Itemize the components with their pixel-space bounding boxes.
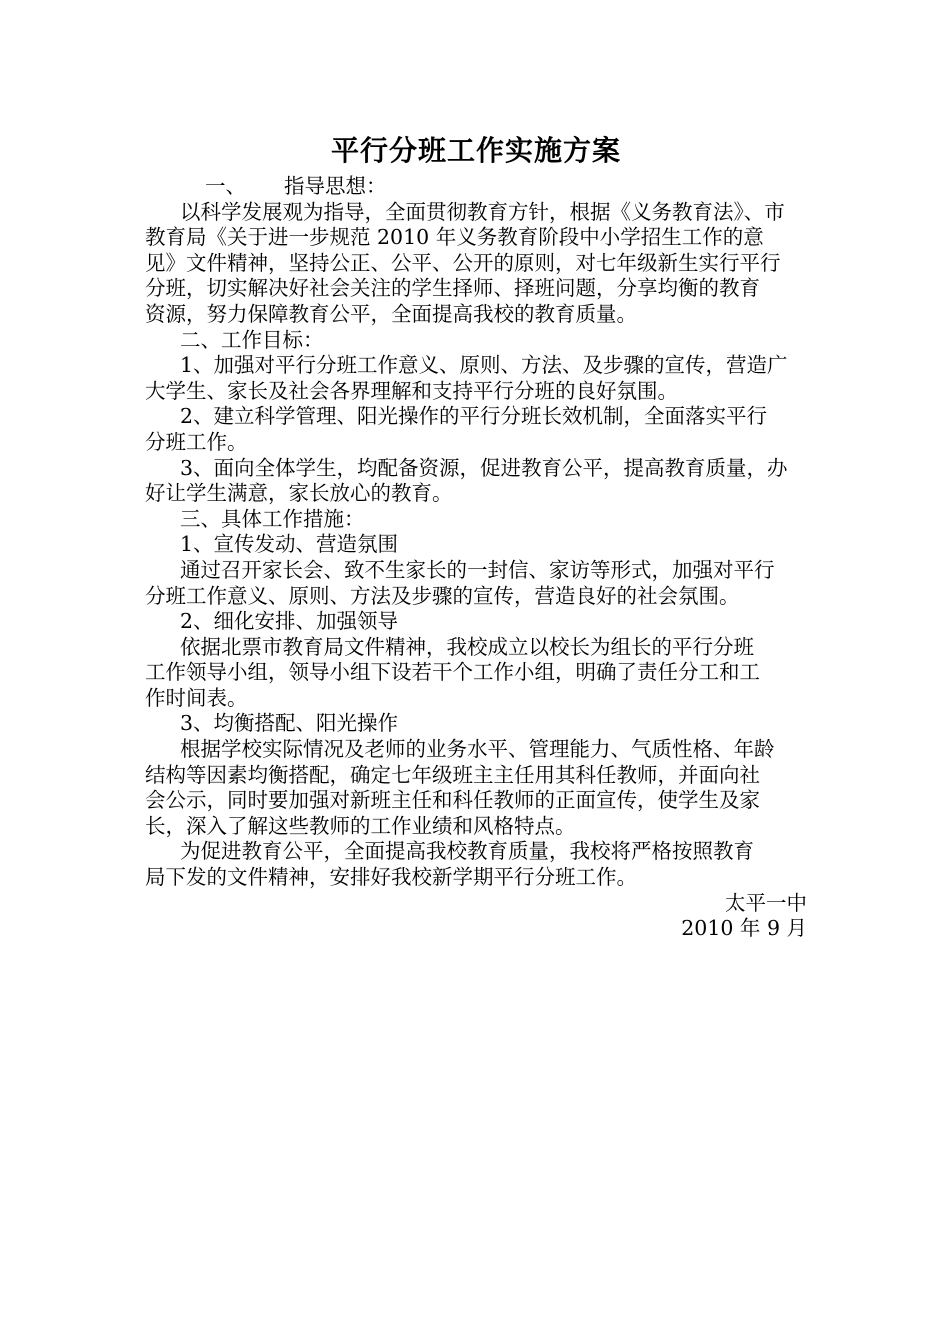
paragraph-line: 见》文件精神，坚持公正、公平、公开的原则，对七年级新生实行平行 bbox=[145, 250, 781, 275]
document-body bbox=[145, 128, 807, 942]
goal-item-1-cont: 大学生、家长及社会各界理解和支持平行分班的良好氛围。 bbox=[145, 378, 678, 403]
signature: 太平一中 bbox=[725, 890, 807, 915]
measure-title-2: 2、细化安排、加强领导 bbox=[180, 609, 399, 634]
paragraph-line: 长，深入了解这些教师的工作业绩和风格特点。 bbox=[145, 813, 576, 838]
measure-title-1: 1、宣传发动、营造氛围 bbox=[180, 532, 399, 557]
closing-line: 为促进教育公平，全面提高我校教育质量，我校将严格按照教育 bbox=[180, 839, 754, 864]
paragraph-line: 以科学发展观为指导，全面贯彻教育方针，根据《义务教育法》、市 bbox=[180, 199, 785, 224]
paragraph-line: 根据学校实际情况及老师的业务水平、管理能力、气质性格、年龄 bbox=[180, 737, 775, 762]
measure-title-3: 3、均衡搭配、阳光操作 bbox=[180, 711, 399, 736]
paragraph-line: 工作领导小组，领导小组下设若干个工作小组，明确了责任分工和工 bbox=[145, 660, 760, 685]
section-heading-2: 二、工作目标： bbox=[180, 327, 324, 352]
section-heading-1 bbox=[145, 174, 807, 200]
paragraph-line: 通过召开家长会、致不生家长的一封信、家访等形式，加强对平行 bbox=[180, 557, 775, 582]
paragraph-line: 依据北票市教育局文件精神，我校成立以校长为组长的平行分班 bbox=[180, 634, 754, 659]
paragraph-line: 教育局《关于进一步规范 2010 年义务教育阶段中小学招生工作的意 bbox=[145, 225, 764, 250]
paragraph-line: 作时间表。 bbox=[145, 685, 248, 710]
section-number-1: 一、 bbox=[205, 174, 246, 198]
goal-item-2: 2、建立科学管理、阳光操作的平行分班长效机制，全面落实平行 bbox=[180, 404, 768, 429]
document-title: 平行分班工作实施方案 bbox=[330, 134, 621, 167]
goal-item-3-cont: 好让学生满意，家长放心的教育。 bbox=[145, 481, 453, 506]
closing-line: 局下发的文件精神，安排好我校新学期平行分班工作。 bbox=[145, 865, 637, 890]
goal-item-2-cont: 分班工作。 bbox=[145, 429, 248, 454]
section-heading-3: 三、具体工作措施： bbox=[180, 506, 365, 531]
paragraph-line: 会公示，同时要加强对新班主任和科任教师的正面宣传，使学生及家 bbox=[145, 788, 760, 813]
paragraph-line: 结构等因素均衡搭配，确定七年级班主主任用其科任教师，并面向社 bbox=[145, 762, 760, 787]
section-title-1: 指导思想： bbox=[284, 174, 387, 198]
goal-item-3: 3、面向全体学生，均配备资源，促进教育公平，提高教育质量，办 bbox=[180, 455, 788, 480]
document-date: 2010 年 9 月 bbox=[681, 916, 807, 941]
paragraph-line: 资源，努力保障教育公平，全面提高我校的教育质量。 bbox=[145, 301, 637, 326]
goal-item-1: 1、加强对平行分班工作意义、原则、方法、及步骤的宣传，营造广 bbox=[180, 353, 788, 378]
paragraph-line: 分班工作意义、原则、方法及步骤的宣传，营造良好的社会氛围。 bbox=[145, 583, 740, 608]
paragraph-line: 分班，切实解决好社会关注的学生择师、择班问题，分享均衡的教育 bbox=[145, 276, 760, 301]
